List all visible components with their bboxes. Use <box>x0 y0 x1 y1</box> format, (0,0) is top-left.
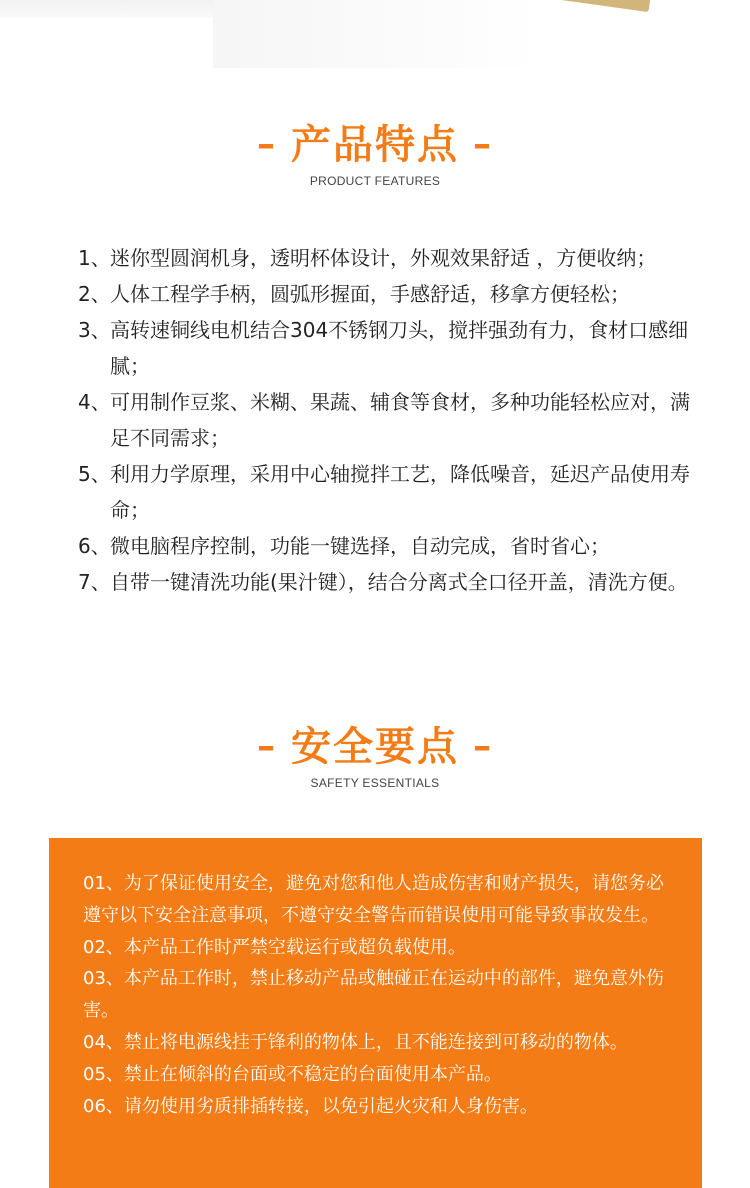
features-heading <box>0 120 750 188</box>
feature-item <box>78 384 698 456</box>
feature-number: 4、 <box>78 390 111 414</box>
feature-item <box>78 312 698 384</box>
feature-item <box>78 456 698 528</box>
safety-subtitle: SAFETY ESSENTIALS <box>310 776 440 790</box>
feature-number: 7、 <box>78 570 111 594</box>
feature-item <box>78 528 698 564</box>
feature-number: 6、 <box>78 534 111 558</box>
feature-item <box>78 240 698 276</box>
banner-fade-left <box>0 0 215 18</box>
safety-title-row <box>0 722 750 772</box>
feature-number: 2、 <box>78 282 111 306</box>
feature-text: 微电脑程序控制，功能一键选择，自动完成，省时省心； <box>110 534 610 558</box>
title-dash-left: – <box>257 726 277 767</box>
feature-item <box>78 564 698 600</box>
feature-text: 人体工程学手柄，圆弧形握面，手感舒适，移拿方便轻松； <box>110 282 630 306</box>
safety-title: 安全要点 <box>291 724 459 770</box>
title-dash-right: – <box>473 726 493 767</box>
feature-text: 利用力学原理，采用中心轴搅拌工艺，降低噪音，延迟产品使用寿命； <box>110 462 690 522</box>
feature-text: 迷你型圆润机身，透明杯体设计，外观效果舒适 ，方便收纳； <box>110 246 657 270</box>
feature-text: 高转速铜线电机结合304不锈钢刀头，搅拌强劲有力，食材口感细腻； <box>110 318 689 378</box>
safety-item: 05、禁止在倾斜的台面或不稳定的台面使用本产品。 <box>83 1063 502 1085</box>
top-banner-image <box>0 0 750 70</box>
feature-item <box>78 276 698 312</box>
banner-fade-main <box>213 0 538 68</box>
features-subtitle: PRODUCT FEATURES <box>309 174 441 188</box>
feature-text: 可用制作豆浆、米糊、果蔬、辅食等食材，多种功能轻松应对，满足不同需求； <box>110 390 690 450</box>
features-title-row <box>0 120 750 170</box>
feature-list <box>78 240 698 600</box>
safety-item: 01、为了保证使用安全，避免对您和他人造成伤害和财产损失，请您务必遵守以下安全注意事项，不遵守安全警告而错误使用可能导致事故发生。 <box>83 873 664 926</box>
safety-panel <box>49 838 702 1188</box>
feature-text: 自带一键清洗功能(果汁键），结合分离式全口径开盖，清洗方便。 <box>110 570 688 594</box>
safety-item: 04、禁止将电源线挂于锋利的物体上，且不能连接到可移动的物体。 <box>83 1031 628 1053</box>
safety-item: 02、本产品工作时严禁空载运行或超负载使用。 <box>83 936 466 958</box>
safety-heading <box>0 722 750 790</box>
feature-number: 5、 <box>78 462 111 486</box>
title-dash-left: – <box>257 124 277 165</box>
safety-list <box>83 868 665 1122</box>
feature-number: 1、 <box>78 246 111 270</box>
safety-item: 03、本产品工作时，禁止移动产品或触碰正在运动中的部件，避免意外伤害。 <box>83 968 664 1022</box>
banner-product-edge <box>559 0 650 12</box>
title-dash-right: – <box>473 124 493 165</box>
features-title: 产品特点 <box>291 122 459 168</box>
safety-item: 06、请勿使用劣质排插转接，以免引起火灾和人身伤害。 <box>83 1095 538 1117</box>
feature-number: 3、 <box>78 318 111 342</box>
